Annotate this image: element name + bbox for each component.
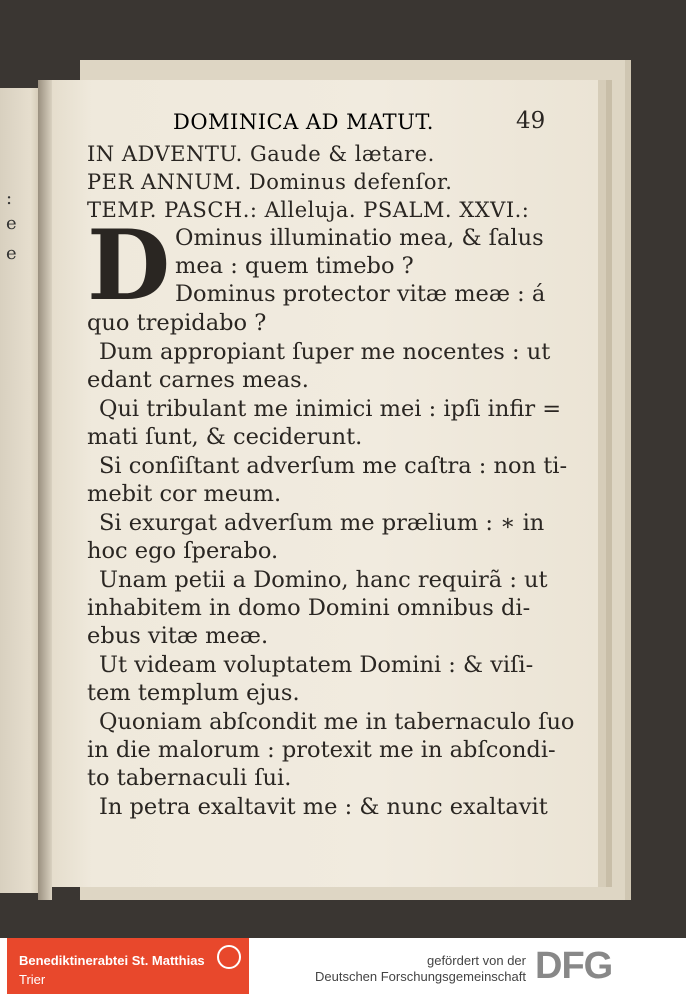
text-line: inhabitem in domo Domini omnibus di- <box>87 595 531 621</box>
institution-logo-icon <box>217 945 241 969</box>
drop-cap: D <box>87 209 171 322</box>
text-line: ebus vitæ meæ. <box>87 623 269 649</box>
left-page-mark: e <box>6 213 17 234</box>
institution-city: Trier <box>19 972 46 987</box>
institution-name: Benediktinerabtei St. Matthias <box>19 953 205 968</box>
text-line: mea : quem timebo ? <box>175 253 414 279</box>
text-line: TEMP. PASCH.: Alleluja. PSALM. XXVI.: <box>87 198 530 222</box>
running-head: DOMINICA AD MATUT. <box>173 110 434 134</box>
text-line: to tabernaculi ſui. <box>87 765 292 791</box>
text-line: Dum appropiant ſuper me nocentes : ut <box>99 339 551 365</box>
funding-line-2: Deutschen Forschungsgemeinschaft <box>314 969 526 984</box>
text-line: hoc ego ſperabo. <box>87 538 279 564</box>
text-line: Si exurgat adverſum me prælium : ∗ in <box>99 510 545 536</box>
dfg-logo[interactable]: DFG <box>535 945 613 987</box>
funding-note <box>315 953 526 985</box>
funding-line-1: gefördert von der <box>426 953 526 968</box>
text-line: Ominus illuminatio mea, & ſalus <box>175 225 544 251</box>
text-line: Quoniam abſcondit me in tabernaculo ſuo <box>99 709 575 735</box>
text-line: mebit cor meum. <box>87 481 282 507</box>
text-line: Qui tribulant me inimici mei : ipſi infir = <box>99 396 562 422</box>
text-line: PER ANNUM. Dominus defenſor. <box>87 170 453 194</box>
text-line: edant carnes meas. <box>87 367 309 393</box>
text-line: In petra exaltavit me : & nunc exaltavit <box>99 794 548 820</box>
text-line: Unam petii a Domino, hanc requirã : ut <box>99 567 548 593</box>
text-line: Si conſiſtant adverſum me caſtra : non ti- <box>99 453 568 479</box>
left-page-mark: : <box>6 188 13 209</box>
text-line: Ut videam voluptatem Domini : & viſi- <box>99 652 534 678</box>
text-line: in die malorum : protexit me in abſcondi- <box>87 737 556 763</box>
text-line: IN ADVENTU. Gaude & lætare. <box>87 142 435 166</box>
text-line: mati ſunt, & ceciderunt. <box>87 424 363 450</box>
institution-badge[interactable] <box>7 938 249 994</box>
book-gutter <box>38 80 52 900</box>
text-line: quo trepidabo ? <box>87 310 267 336</box>
text-line: Dominus protector vitæ meæ : á <box>175 281 546 307</box>
text-line: tem templum ejus. <box>87 680 300 706</box>
page-number: 49 <box>516 108 546 134</box>
left-page-mark: e <box>6 243 17 264</box>
